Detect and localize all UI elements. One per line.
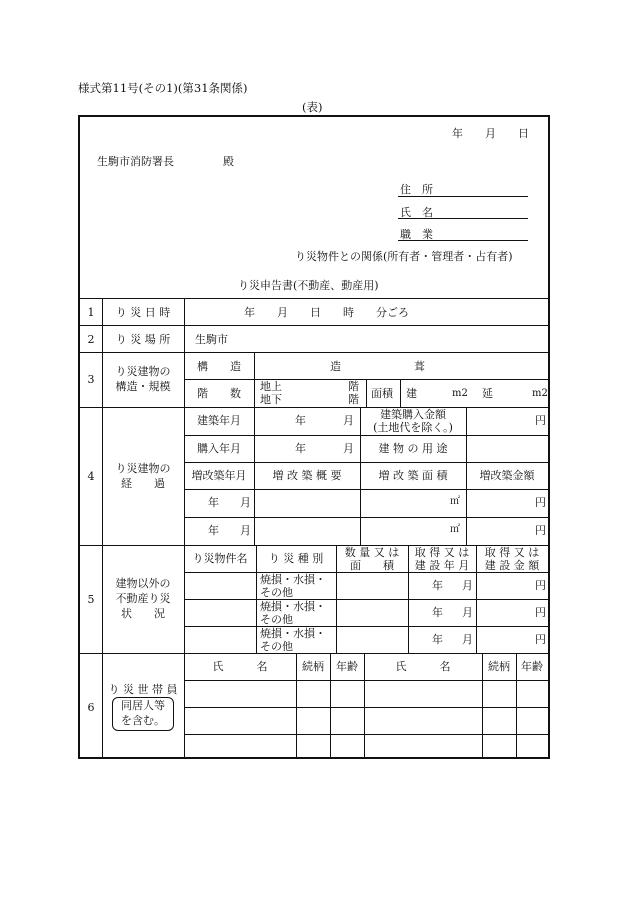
r5a-yen: 円 xyxy=(535,579,546,592)
form-frame xyxy=(78,115,550,759)
row5-label-1: 建物以外の xyxy=(115,577,171,590)
row3-label-2: 構造・規模 xyxy=(115,380,171,393)
date-day: 日 xyxy=(518,127,529,140)
r5b-month: 月 xyxy=(462,606,473,619)
form-number: 様式第11号(その1)(第31条関係) xyxy=(78,81,248,95)
row6-label-1: り 災 世 帯 員 xyxy=(108,683,178,696)
reno2-year: 年 xyxy=(208,524,219,537)
r6-h-age-1: 年齢 xyxy=(336,660,358,673)
reno-outline-label: 増 改 築 概 要 xyxy=(272,469,342,482)
r5-h-amt-2: 建 設 金 額 xyxy=(484,559,540,572)
r5b-yen: 円 xyxy=(535,606,546,619)
built-year: 年 xyxy=(295,414,306,427)
r5c-dmg-2: その他 xyxy=(260,640,293,653)
floors-below: 地下 xyxy=(260,393,282,406)
name-field[interactable] xyxy=(398,218,528,219)
bought-month: 月 xyxy=(343,442,354,455)
built-month: 月 xyxy=(343,414,354,427)
bought-year: 年 xyxy=(295,442,306,455)
reno2-yen: 円 xyxy=(535,524,546,537)
r5c-month: 月 xyxy=(462,633,473,646)
address-label: 住 所 xyxy=(400,183,433,196)
area-ken: 建 xyxy=(406,387,417,400)
row4-label-1: り災建物の xyxy=(115,462,171,475)
purchase-amount-label-2: (土地代を除く。) xyxy=(373,421,453,434)
r5-h-acq-1: 取 得 又 は xyxy=(414,546,470,559)
row5-label-2: 不動産り災 xyxy=(115,592,171,605)
built-label: 建築年月 xyxy=(197,414,241,427)
row1-label: り 災 日 時 xyxy=(115,306,171,319)
row2-label: り 災 場 所 xyxy=(115,333,171,346)
reno1-m2: ㎡ xyxy=(450,496,460,507)
floors-label: 階 数 xyxy=(197,387,241,400)
reno2-m2: ㎡ xyxy=(450,524,460,535)
r5-h-name: り災物件名 xyxy=(192,552,248,565)
area-m2-a: m2 xyxy=(452,388,468,399)
row5-no: 5 xyxy=(87,593,95,606)
reno-amount-label: 増改築金額 xyxy=(479,469,535,482)
r5-h-acq-2: 建 設 年 月 xyxy=(414,559,470,572)
reno2-month: 月 xyxy=(240,524,251,537)
row6-label-2: 同居人等 xyxy=(121,699,165,712)
floors-kai-1: 階 xyxy=(348,380,359,393)
purchase-amount-label-1: 建築購入金額 xyxy=(380,408,446,421)
structure-zou: 造 xyxy=(330,360,341,373)
occupation-label: 職 業 xyxy=(400,228,433,241)
row3-label-1: り災建物の xyxy=(115,365,171,378)
r5a-year: 年 xyxy=(432,579,443,592)
area-m2-b: m2 xyxy=(532,388,548,399)
addressee: 生駒市消防署長 xyxy=(97,155,174,168)
bought-label: 購入年月 xyxy=(197,442,241,455)
r6-h-name-1: 氏 名 xyxy=(212,660,268,673)
r5-h-qty-1: 数 量 又 は xyxy=(344,546,400,559)
r5a-dmg-2: その他 xyxy=(260,586,293,599)
r6-h-age-2: 年齢 xyxy=(521,660,543,673)
reno1-year: 年 xyxy=(208,496,219,509)
row1-no: 1 xyxy=(87,306,95,319)
r5b-year: 年 xyxy=(432,606,443,619)
r5-h-amt-1: 取 得 又 は xyxy=(484,546,540,559)
structure-buki: 葺 xyxy=(414,360,425,373)
area-label: 面積 xyxy=(371,387,393,400)
structure-label: 構 造 xyxy=(197,360,241,373)
row4-no: 4 xyxy=(87,470,95,483)
name-label: 氏 名 xyxy=(400,206,433,219)
r5-h-qty-2: 面 積 xyxy=(350,559,394,572)
date-year: 年 xyxy=(452,127,463,140)
floors-above: 地上 xyxy=(260,380,282,393)
reno-area-label: 増 改 築 面 積 xyxy=(378,469,448,482)
row2-no: 2 xyxy=(87,333,95,346)
r5b-dmg-2: その他 xyxy=(260,613,293,626)
r5c-year: 年 xyxy=(432,633,443,646)
reno1-month: 月 xyxy=(240,496,251,509)
r6-h-rel-1: 続柄 xyxy=(302,660,324,673)
date-month: 月 xyxy=(485,127,496,140)
address-field[interactable] xyxy=(398,196,528,197)
row1-content[interactable]: 年 月 日 時 分ごろ xyxy=(244,306,409,319)
row5-label-3: 状 況 xyxy=(121,607,165,620)
row6-no: 6 xyxy=(87,701,95,714)
form-title: り災申告書(不動産、動産用) xyxy=(238,279,379,292)
row6-label-3: を含む。 xyxy=(121,714,165,727)
row3-no: 3 xyxy=(87,373,95,386)
r5a-month: 月 xyxy=(462,579,473,592)
r6-h-rel-2: 続柄 xyxy=(488,660,510,673)
relation-text: り災物件との関係(所有者・管理者・占有者) xyxy=(295,250,513,263)
r6-h-name-2: 氏 名 xyxy=(395,660,451,673)
area-nobe: 延 xyxy=(482,387,493,400)
r5a-dmg-1: 焼損・水損・ xyxy=(260,573,326,586)
usage-label: 建 物 の 用 途 xyxy=(378,442,448,455)
r5b-dmg-1: 焼損・水損・ xyxy=(260,600,326,613)
r5c-dmg-1: 焼損・水損・ xyxy=(260,627,326,640)
reno1-yen: 円 xyxy=(535,496,546,509)
reno-date-label: 増改築年月 xyxy=(191,469,247,482)
row4-label-2: 経 過 xyxy=(121,477,165,490)
r5c-yen: 円 xyxy=(535,633,546,646)
occupation-field[interactable] xyxy=(398,240,528,241)
purchase-yen: 円 xyxy=(535,414,546,427)
floors-kai-2: 階 xyxy=(348,393,359,406)
honorific: 殿 xyxy=(223,155,234,168)
side-label: (表) xyxy=(302,100,323,114)
row2-content[interactable]: 生駒市 xyxy=(195,333,228,346)
r5-h-type: り 災 種 別 xyxy=(268,552,324,565)
